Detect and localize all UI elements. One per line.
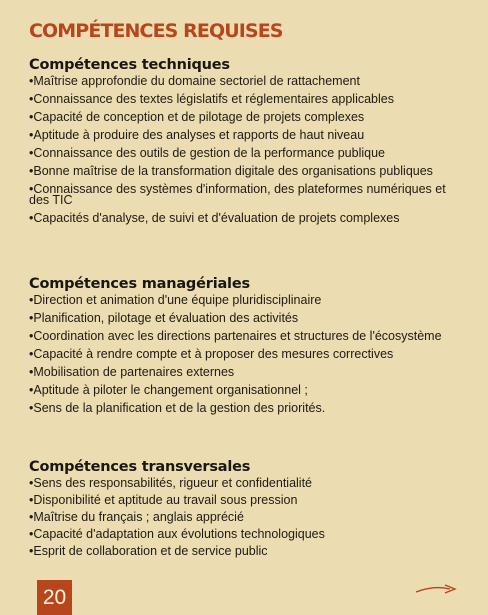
list-item: •Maîtrise approfondie du domaine sectoriel de rattachement — [29, 74, 360, 88]
list-item: •Capacité à rendre compte et à proposer des mesures correctives — [29, 347, 394, 361]
list-item: •Planification, pilotage et évaluation des activités — [29, 311, 299, 325]
list-item: •Bonne maîtrise de la transformation digitale des organisations publiques — [29, 164, 433, 178]
list-item: •Coordination avec les directions partenaires et structures de l'écosystème — [29, 329, 442, 343]
list-item: •Connaissance des outils de gestion de la performance publique — [29, 146, 385, 160]
list-item: •Aptitude à piloter le changement organisationnel ; — [29, 383, 308, 397]
section-heading: Compétences managériales — [29, 276, 250, 292]
list-item: •Direction et animation d'une équipe pluridisciplinaire — [29, 293, 322, 307]
section-managerial-skills — [29, 276, 459, 421]
section-transversal-skills — [29, 459, 459, 563]
list-item: •Aptitude à produire des analyses et rapports de haut niveau — [29, 128, 365, 142]
list-item: •Sens des responsabilités, rigueur et confidentialité — [29, 476, 313, 490]
skills-list — [29, 295, 459, 414]
arrow-right-icon[interactable] — [414, 582, 458, 596]
list-item: •Maîtrise du français ; anglais apprécié — [29, 510, 244, 524]
list-item: •Connaissance des textes législatifs et réglementaires applicables — [29, 92, 394, 106]
list-item: •Connaissance des systèmes d'information, des plateformes numériques et des TIC — [29, 182, 446, 207]
section-heading: Compétences techniques — [29, 57, 230, 73]
list-item: •Esprit de collaboration et de service public — [29, 544, 268, 558]
list-item: •Capacité de conception et de pilotage de projets complexes — [29, 110, 365, 124]
list-item: •Sens de la planification et de la gestion des priorités. — [29, 401, 326, 415]
skills-list — [29, 478, 459, 557]
page-title: COMPÉTENCES REQUISES — [29, 20, 283, 42]
section-heading: Compétences transversales — [29, 459, 251, 475]
list-item: •Mobilisation de partenaires externes — [29, 365, 235, 379]
list-item: •Capacité d'adaptation aux évolutions technologiques — [29, 527, 325, 541]
list-item: •Disponibilité et aptitude au travail sous pression — [29, 493, 298, 507]
page-number: 20 — [37, 580, 72, 615]
section-technical-skills — [29, 57, 459, 231]
list-item: •Capacités d'analyse, de suivi et d'évaluation de projets complexes — [29, 211, 400, 225]
skills-list — [29, 76, 459, 224]
